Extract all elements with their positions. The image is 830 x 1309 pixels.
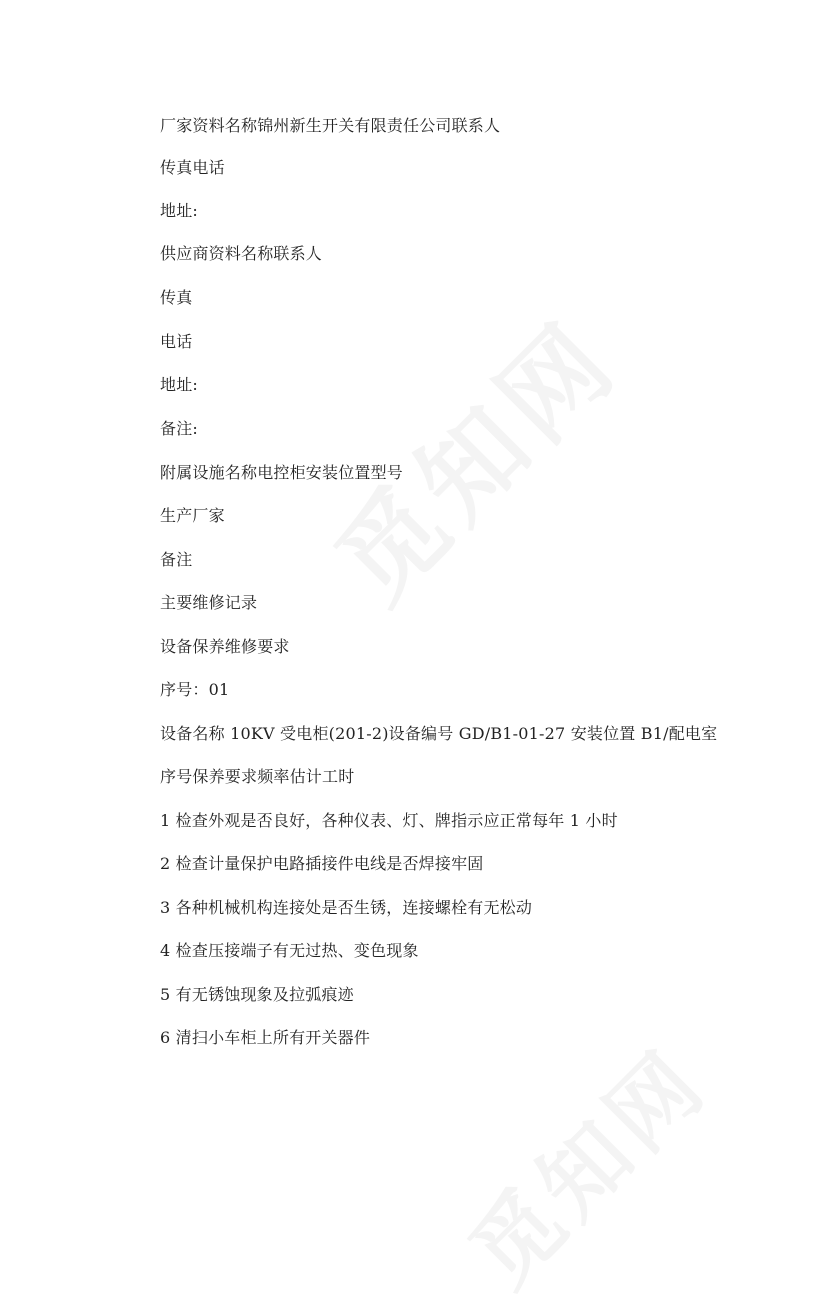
phone-line: 电话 [160,332,193,351]
remarks-2-line: 备注 [160,550,193,569]
fax-line: 传真 [160,288,193,307]
supplier-address-line: 地址: [160,375,198,394]
equipment-info-line: 设备名称 10KV 受电柜(201-2)设备编号 GD/B1-01-27 安装位置 B1/配电室 [160,724,718,743]
watermark-partial [438,1017,731,1309]
address-line: 地址: [160,201,198,220]
remarks-line: 备注: [160,419,198,438]
manufacturer-info-line: 厂家资料名称锦州新生开关有限责任公司联系人 [160,116,501,135]
requirement-item-2: 2 检查计量保护电路插接件电线是否焊接牢固 [160,854,484,873]
requirement-item-6: 6 清扫小车柜上所有开关器件 [160,1028,371,1047]
watermark [297,281,645,629]
fax-phone-line: 传真电话 [160,158,225,177]
requirement-item-4: 4 检查压接端子有无过热、变色现象 [160,941,419,960]
ancillary-facility-line: 附属设施名称电控柜安装位置型号 [160,463,404,482]
supplier-info-line: 供应商资料名称联系人 [160,244,323,263]
requirements-table-header: 序号保养要求频率估计工时 [160,767,355,786]
requirement-item-1: 1 检查外观是否良好，各种仪表、灯、牌指示应正常每年 1 小时 [160,811,618,830]
requirement-item-3: 3 各种机械机构连接处是否生锈，连接螺栓有无松动 [160,898,533,917]
producer-line: 生产厂家 [160,506,225,525]
requirement-item-5: 5 有无锈蚀现象及拉弧痕迹 [160,985,354,1004]
serial-number-line: 序号：01 [160,680,230,699]
maintenance-requirements-heading: 设备保养维修要求 [160,637,290,656]
maintenance-record-heading: 主要维修记录 [160,593,258,612]
